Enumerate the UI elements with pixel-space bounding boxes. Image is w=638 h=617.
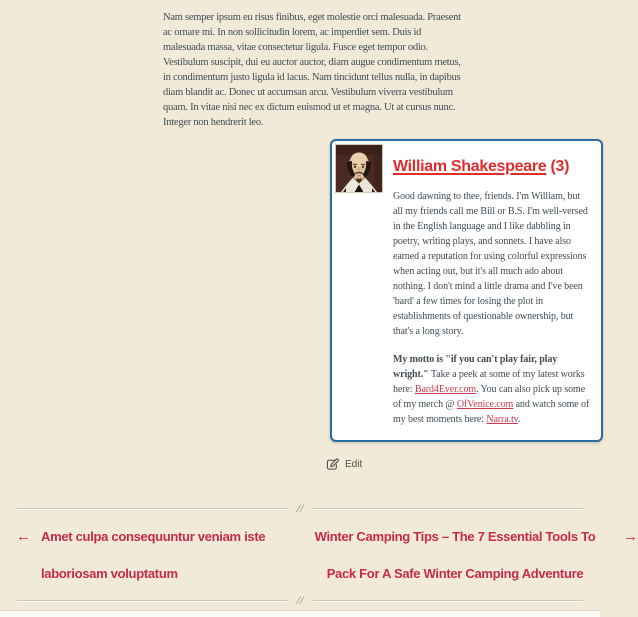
edit-label: Edit xyxy=(345,459,363,470)
next-post-link[interactable] xyxy=(299,518,638,592)
page-bottom-strip xyxy=(0,610,600,617)
author-card-body xyxy=(393,145,591,427)
author-bio-text: Good dawning to thee, friends. I'm William, but all my friends call me Bill or B.S. I'm well-versed in the English language and I like dabbling in poetry, writing plays, and sonnets. I have also earned a reputation for using colorful expressions when acting out, but it's all much ado about nothing. I don't mind a little drama and I've been 'bard' a few times for losing the plot in establishments of questionable ownership, but that's a long story. xyxy=(393,191,588,337)
motto-text-4: . xyxy=(517,414,521,425)
author-bio-card xyxy=(330,139,603,442)
author-name-heading xyxy=(393,158,591,176)
left-arrow-icon: ← xyxy=(16,528,31,545)
ofvenice-link[interactable]: OfVenice.com xyxy=(456,399,514,410)
motto-text-2: . You can also pick up some of my merch @ xyxy=(393,384,586,410)
divider-slashes-glyph: // xyxy=(288,501,313,515)
narra-tv-link[interactable]: Narra.tv xyxy=(486,414,518,425)
post-navigation xyxy=(16,510,638,600)
section-divider-top xyxy=(17,501,583,515)
shakespeare-portrait-icon xyxy=(336,145,382,192)
edit-button[interactable] xyxy=(326,458,362,471)
motto-text-1: Take a peek at some of my latest works here: xyxy=(393,369,585,395)
author-motto-text xyxy=(393,352,591,427)
divider-slashes-glyph: // xyxy=(288,593,313,607)
edit-pencil-icon xyxy=(326,458,339,471)
next-post-title: Winter Camping Tips – The 7 Essential Tools To Pack For A Safe Winter Camping Adventure xyxy=(314,529,596,581)
intro-paragraph: Nam semper ipsum eu risus finibus, eget molestie orci malesuada. Praesent ac ornare mi. In non sollicitudin lorem, ac imperdiet sem. Duis id malesuada massa, vitae consectetur ligula. Fusce eget tempor odio. Vestibulum suscipit, dui eu auctor auctor, diam augue condimentum metus, in condimentum justo ligula id lacus. Nam tincidunt tellus nulla, in dapibus diam blandit ac. Donec ut accumsan arcu. Vestibulum viverra vestibulum quam. In vitae nisi nec ex dictum euismod ut et magna. Ut at cursus nunc. Integer non hendrerit leo. xyxy=(163,12,461,128)
prev-post-link[interactable] xyxy=(16,518,299,592)
author-name-link[interactable]: William Shakespeare xyxy=(393,158,547,175)
section-divider-bottom xyxy=(17,593,583,607)
post-footer xyxy=(0,501,638,617)
author-post-count: (3) xyxy=(550,158,570,175)
motto-text-3: and watch some of my best moments here: xyxy=(393,399,590,425)
prev-post-title: Amet culpa consequuntur veniam iste laboriosam voluptatum xyxy=(41,529,266,581)
right-arrow-icon: → xyxy=(623,528,638,545)
bard4ever-link[interactable]: Bard4Ever.com xyxy=(414,384,477,395)
author-avatar xyxy=(336,145,382,192)
motto-bold-text: My motto is "if you can't play fair, play wright." xyxy=(393,354,558,380)
